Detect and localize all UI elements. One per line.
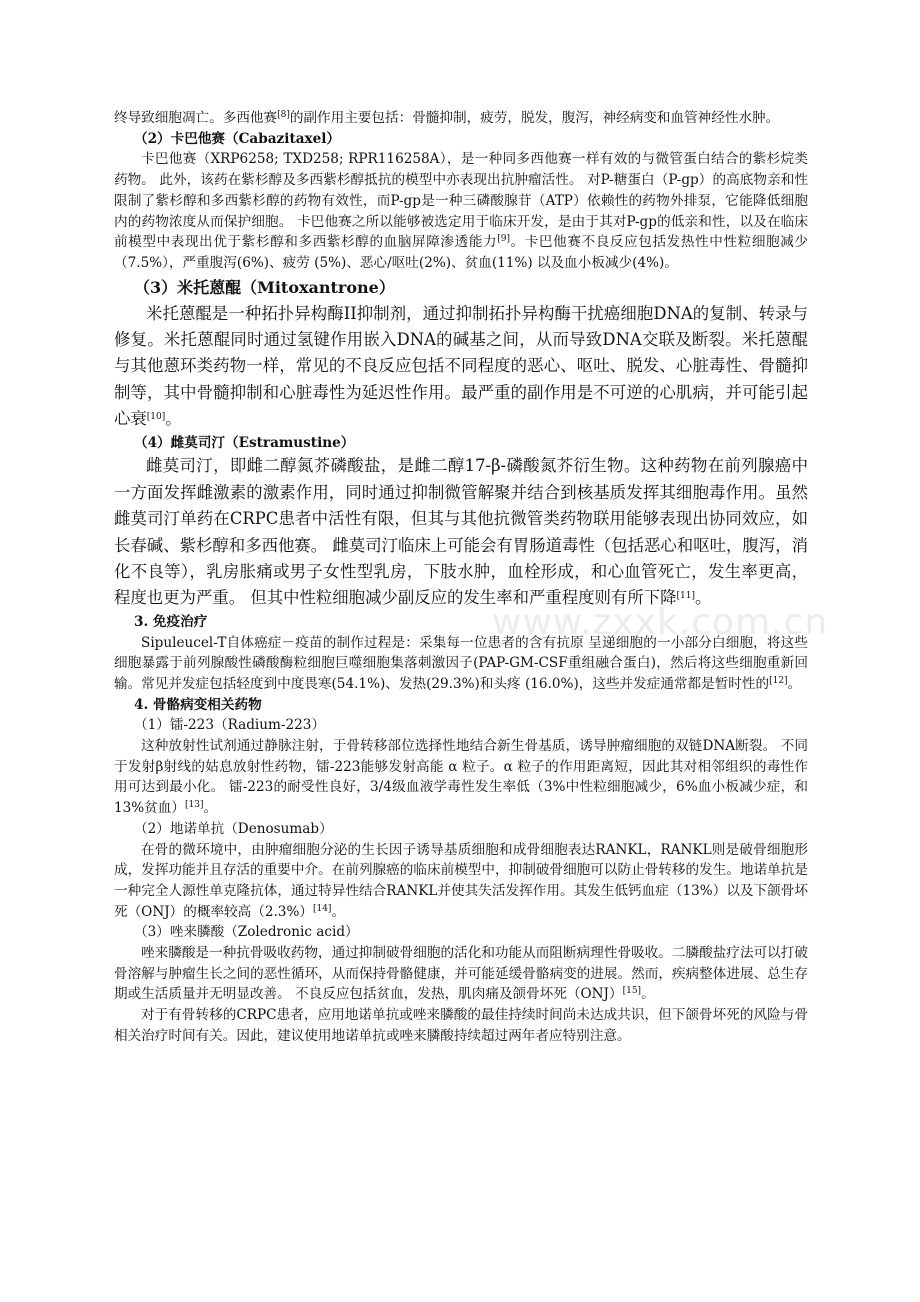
text: 这种放射性试剂通过静脉注射，于骨转移部位选择性地结合新生骨基质，诱导肿瘤细胞的双链DNA断裂。 不同于发射β射线的姑息放射性药物，镭-223能够发射高能 α 粒子。α 粒子的作用距离短，因此其对相邻组织的毒性作用可达到最小化。 镭-223的耐受性良好，3/4级血液学毒性发生率低（3%中性粒细胞减少，6%血小板减少症，和13%贫血） [114, 738, 808, 817]
heading-mitoxantrone: （3）米托蒽醌（Mitoxantrone） [134, 277, 395, 297]
citation: [10] [146, 412, 166, 423]
paragraph-zoledronic [114, 943, 808, 1005]
text: 终导致细胞凋亡。多西他赛 [114, 110, 278, 126]
heading-zoledronic: （3）唑来膦酸（Zoledronic acid） [134, 924, 359, 941]
document-page [114, 108, 808, 1047]
paragraph-sipuleucel [114, 633, 808, 695]
paragraph-estramustine [114, 453, 808, 611]
text: 。 [165, 409, 182, 429]
text: Sipuleucel-T自体癌症－疫苗的制作过程是：采集每一位患者的含有抗原 呈递细胞的一小部分白细胞，将这些细胞暴露于前列腺酸性磷酸酶粒细胞巨噬细胞集落刺激因子(PAP-GM-CSF重组融合蛋白)，然后将这些细胞重新回输。常见并发症包括轻度到中度畏寒(54.1%)、发热(29.3%)和头疼 (16.0%)，这些并发症通常都是暂时性的 [114, 634, 808, 692]
text: 卡巴他赛（XRP6258; TXD258; RPR116258A），是一种同多西他赛一样有效的与微管蛋白结合的紫杉烷类药物。 此外，该药在紫杉醇及多西紫杉醇抵抗的模型中亦表现出抗肿瘤活性。 对P-糖蛋白（P-gp）的高底物亲和性限制了紫杉醇和多西紫杉醇的药物有效性，而P-gp是一种三磷酸腺苷（ATP）依赖性的药物外排泵，它能降低细胞内的药物浓度从而保护细胞。 卡巴他赛之所以能够被选定用于临床开发，是由于其对P-gp的低亲和性，以及在临床前模型中表现出优于紫杉醇和多西紫杉醇的血脑屏障渗透能力 [114, 151, 808, 251]
text: 。 [641, 986, 655, 1003]
text: 。 [331, 903, 346, 920]
citation: [8] [277, 110, 290, 120]
text: 。 [787, 675, 802, 692]
heading-denosumab: （2）地诺单抗（Denosumab） [134, 820, 333, 837]
paragraph-mitoxantrone [114, 301, 808, 433]
heading-bone-drugs: 4. 骨骼病变相关药物 [134, 696, 262, 713]
citation: [14] [312, 903, 332, 914]
heading-immunotherapy: 3. 免疫治疗 [134, 613, 208, 630]
text: 。 [203, 800, 218, 817]
paragraph-docetaxel-side-effects [114, 108, 808, 129]
heading-radium: （1）镭-223（Radium-223） [134, 717, 326, 734]
citation: [15] [622, 986, 642, 997]
heading-cabazitaxel: （2）卡巴他赛（Cabazitaxel） [134, 130, 341, 147]
citation: [13] [185, 800, 204, 811]
paragraph-denosumab [114, 840, 808, 923]
citation: [9] [497, 234, 510, 245]
heading-estramustine: （4）雌莫司汀（Estramustine） [134, 434, 355, 451]
text: 米托蒽醌是一种拓扑异构酶II抑制剂，通过抑制拓扑异构酶干扰癌细胞DNA的复制、转录与修复。米托蒽醌同时通过氢键作用嵌入DNA的碱基之间，从而导致DNA交联及断裂。米托蒽醌与其他蒽环类药物一样，常见的不良反应包括不同程度的恶心、呕吐、脱发、心脏毒性、骨髓抑制等，其中骨髓抑制和心脏毒性为延迟性作用。最严重的副作用是不可逆的心肌病，并可能引起心衰 [114, 303, 808, 429]
citation: [12] [769, 675, 788, 686]
watermark: www.zxxk.com.cn [492, 602, 829, 643]
paragraph-cabazitaxel [114, 149, 808, 273]
citation: [11] [676, 591, 695, 602]
text: 在骨的微环境中，由肿瘤细胞分泌的生长因子诱导基质细胞和成骨细胞表达RANKL，RANKL则是破骨细胞形成，发挥功能并且存活的重要中介。在前列腺癌的临床前模型中，抑制破骨细胞可以防止骨转移的发生。地诺单抗是一种完全人源性单克隆抗体，通过特异性结合RANKL并使其失活发挥作用。其发生低钙血症（13%）以及下颌骨坏死（ONJ）的概率较高（2.3%） [114, 841, 808, 920]
paragraph-radium [114, 736, 808, 819]
text: 。 [694, 588, 712, 608]
text: 唑来膦酸是一种抗骨吸收药物，通过抑制破骨细胞的活化和功能从而阻断病理性骨吸收。二膦酸盐疗法可以打破骨溶解与肿瘤生长之间的恶性循环，从而保持骨骼健康，并可能延缓骨骼病变的进展。然而，疾病整体进展、总生存期或生活质量并无明显改善。 不良反应包括贫血，发热，肌肉痛及颌骨坏死（ONJ） [114, 945, 808, 1003]
text: 。卡巴他赛不良反应包括发热性中性粒细胞减少（7.5%），严重腹泻(6%)、疲劳 (5%)、恶心/呕吐(2%)、贫血(11%) 以及血小板减少(4%)。 [114, 234, 808, 271]
text: 雌莫司汀，即雌二醇氮芥磷酸盐，是雌二醇17-β-磷酸氮芥衍生物。这种药物在前列腺癌中一方面发挥雌激素的激素作用，同时通过抑制微管解聚并结合到核基质发挥其细胞毒作用。虽然雌莫司汀单药在CRPC患者中活性有限，但其与其他抗微管类药物联用能够表现出协同效应，如长春碱、紫杉醇和多西他赛。 雌莫司汀临床上可能会有胃肠道毒性（包括恶心和呕吐，腹泻，消化不良等），乳房胀痛或男子女性型乳房，下肢水肿，血栓形成，和心血管死亡，发生率更高，程度也更为严重。 但其中性粒细胞减少副反应的发生率和严重程度则有所下降 [114, 456, 808, 608]
text: 的副作用主要包括：骨髓抑制，疲劳，脱发，腹泻，神经病变和血管神经性水肿。 [289, 110, 780, 126]
paragraph-conclusion: 对于有骨转移的CRPC患者，应用地诺单抗或唑来膦酸的最佳持续时间尚未达成共识，但下颌骨坏死的风险与骨相关治疗时间有关。因此，建议使用地诺单抗或唑来膦酸持续超过两年者应特别注意。 [114, 1007, 808, 1044]
